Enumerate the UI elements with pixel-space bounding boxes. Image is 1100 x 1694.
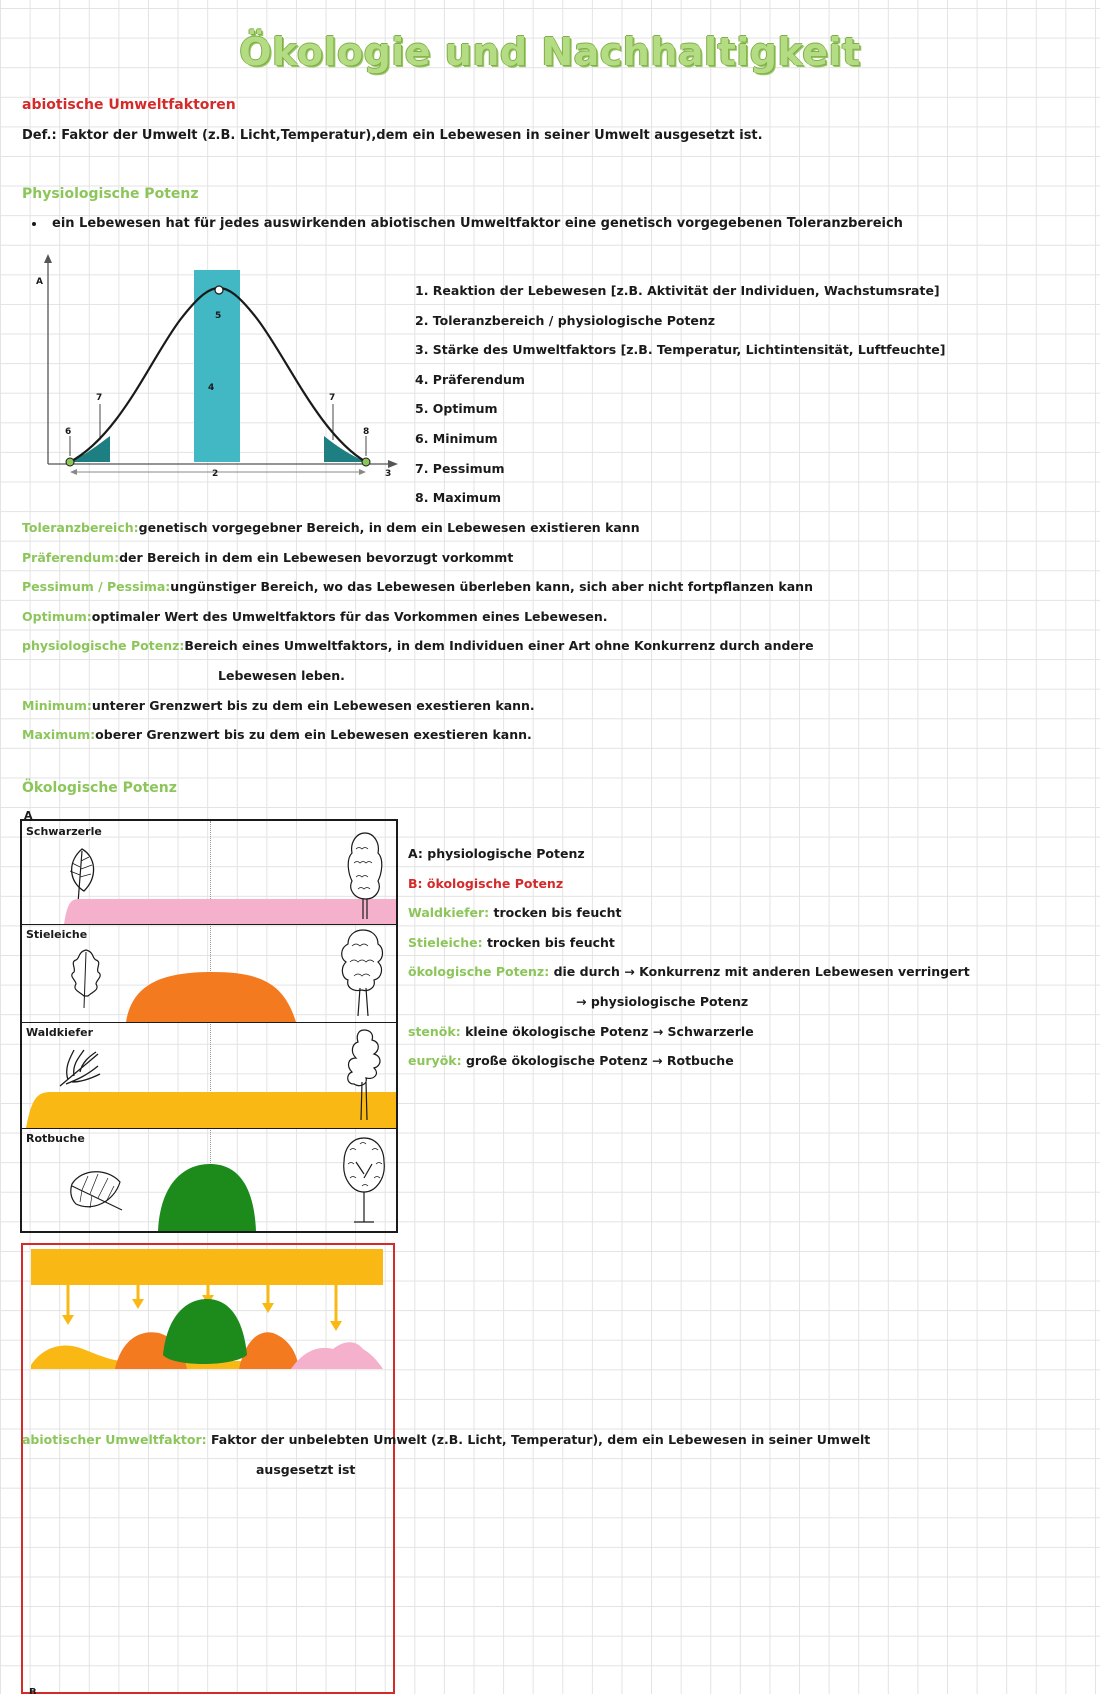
- definition-row: [22, 720, 814, 750]
- panel-b-label: B: [29, 1687, 37, 1694]
- chart-label-right-pessimum: 7: [329, 393, 336, 403]
- definition-row: [22, 513, 814, 543]
- note-term: B:: [408, 875, 423, 891]
- footer-text-continued: ausgesetzt ist: [256, 1462, 356, 1477]
- species-row-stieleiche: [22, 924, 396, 1023]
- note-text: → physiologische Potenz: [576, 993, 749, 1009]
- note-term: A:: [408, 846, 423, 861]
- definition-row: [22, 602, 814, 632]
- chart-label-peak: 5: [215, 311, 222, 321]
- potenz-curve-schwarzerle: [22, 891, 396, 924]
- rotbuche-eco-curve: [163, 1299, 247, 1364]
- note-row: [408, 957, 970, 987]
- definition-text: optimaler Wert des Umweltfaktors für das Vorkommen eines Lebewesen.: [91, 608, 608, 624]
- definition-text: unterer Grenzwert bis zu dem ein Lebewesen exestieren kann.: [91, 697, 535, 713]
- species-label: Schwarzerle: [26, 825, 102, 838]
- definition-term: Maximum:: [22, 727, 96, 743]
- definition-text: genetisch vorgegebner Bereich, in dem ein Lebewesen existieren kann: [138, 520, 640, 535]
- note-row: [408, 987, 970, 1017]
- legend-item: 3. Stärke des Umweltfaktors [z.B. Temperatur, Lichtintensität, Luftfeuchte]: [415, 342, 946, 358]
- legend-item: 5. Optimum: [415, 401, 498, 417]
- chart-label-left-pessimum: 7: [96, 393, 103, 403]
- species-label: Waldkiefer: [26, 1026, 94, 1039]
- y-axis-arrow: [44, 254, 52, 263]
- chart-label-y: A: [36, 277, 43, 287]
- panel-a-physiological: [20, 819, 398, 1233]
- stieleiche-eco-right: [239, 1332, 299, 1369]
- tolerance-arrow-left: [70, 469, 77, 475]
- page-title: Ökologie und Nachhaltigkeit: [239, 30, 861, 74]
- definition-term: Präferendum:: [22, 549, 120, 565]
- section-heading-physiological: Physiologische Potenz: [22, 186, 199, 202]
- panel-a-label: A: [24, 809, 33, 822]
- tolerance-bullet-text: ein Lebewesen hat für jedes auswirkenden abiotischen Umweltfaktor eine genetisch vorgegebenen Toleranzbereich: [52, 216, 903, 231]
- definition-row: [22, 572, 814, 602]
- legend-item: 2. Toleranzbereich / physiologische Potenz: [415, 312, 716, 328]
- species-label: Rotbuche: [26, 1132, 85, 1145]
- note-term: stenök:: [408, 1023, 461, 1039]
- note-row: [408, 869, 970, 899]
- x-axis-arrow: [388, 460, 398, 468]
- definition-row: [22, 661, 814, 691]
- note-term: ökologische Potenz:: [408, 964, 550, 980]
- ecological-notes: [408, 839, 970, 1076]
- species-label: Stieleiche: [26, 928, 88, 941]
- tolerance-arrow-right: [359, 469, 366, 475]
- legend-item: 7. Pessimum: [415, 460, 505, 476]
- chart-label-minimum: 6: [65, 427, 72, 437]
- definition-text: der Bereich in dem ein Lebewesen bevorzugt vorkommt: [119, 549, 514, 565]
- note-term: euryök:: [408, 1053, 462, 1069]
- tree-icon: [344, 829, 386, 921]
- footer-definition: [22, 1432, 870, 1447]
- note-row: [408, 898, 970, 928]
- note-term: Waldkiefer:: [408, 905, 490, 921]
- bullet-dot: [32, 222, 36, 226]
- chart-label-maximum: 8: [363, 427, 370, 437]
- note-text: trocken bis feucht: [486, 934, 615, 950]
- definition-term: Toleranzbereich:: [22, 520, 139, 535]
- chart-label-band: 4: [208, 383, 215, 393]
- section-heading-ecological: Ökologische Potenz: [22, 780, 177, 796]
- note-text: ökologische Potenz: [426, 875, 564, 891]
- potenz-curve-waldkiefer: [22, 1076, 396, 1128]
- definition-text: oberer Grenzwert bis zu dem ein Lebewesen exestieren kann.: [95, 727, 532, 743]
- maximum-marker: [362, 458, 370, 466]
- note-text: große ökologische Potenz → Rotbuche: [465, 1053, 734, 1069]
- note-term: Stieleiche:: [408, 934, 483, 950]
- footer-term: abiotischer Umweltfaktor:: [22, 1432, 207, 1447]
- species-row-rotbuche: [22, 1128, 396, 1231]
- legend-item: 4. Präferendum: [415, 371, 525, 387]
- section-heading-abiotic: abiotische Umweltfaktoren: [22, 97, 236, 113]
- legend-item: 1. Reaktion der Lebewesen [z.B. Aktivität der Individuen, Wachstumsrate]: [415, 283, 940, 298]
- abiotic-definition: Def.: Faktor der Umwelt (z.B. Licht,Temperatur),dem ein Lebewesen in seiner Umwelt ausgesetzt ist.: [22, 128, 763, 143]
- tree-icon: [342, 1026, 386, 1122]
- definition-term: Pessimum / Pessima:: [22, 579, 171, 595]
- chart-label-x: 3: [385, 469, 392, 479]
- minimum-marker: [66, 458, 74, 466]
- note-row: [408, 928, 970, 958]
- definition-row: [22, 631, 814, 661]
- tree-icon: [340, 926, 386, 1018]
- definition-text: ungünstiger Bereich, wo das Lebewesen überleben kann, sich aber nicht fortpflanzen kann: [170, 579, 813, 595]
- note-row: [408, 1017, 970, 1047]
- definition-term: physiologische Potenz:: [22, 638, 185, 654]
- schwarzerle-eco-curve: [291, 1342, 383, 1369]
- note-text: physiologische Potenz: [427, 846, 585, 861]
- note-text: die durch → Konkurrenz mit anderen Lebewesen verringert: [553, 964, 970, 980]
- tolerance-curve-diagram: [30, 250, 410, 480]
- note-row: [408, 1046, 970, 1076]
- note-text: trocken bis feucht: [493, 905, 622, 921]
- definition-text: Lebewesen leben.: [218, 667, 345, 683]
- note-row: [408, 839, 970, 869]
- definition-row: [22, 691, 814, 721]
- tree-icon: [340, 1134, 388, 1224]
- definition-term: Minimum:: [22, 697, 92, 713]
- definition-row: [22, 543, 814, 573]
- legend-item: 8. Maximum: [415, 490, 501, 506]
- preferendum-band: [194, 270, 240, 462]
- species-row-schwarzerle: [22, 821, 396, 925]
- legend-item: 6. Minimum: [415, 430, 498, 446]
- footer-text: Faktor der unbelebten Umwelt (z.B. Licht, Temperatur), dem ein Lebewesen in seiner Umwelt: [211, 1432, 871, 1447]
- note-text: kleine ökologische Potenz → Schwarzerle: [465, 1023, 754, 1039]
- competition-bar: [31, 1249, 383, 1285]
- definition-term: Optimum:: [22, 608, 92, 624]
- chart-label-base: 2: [212, 469, 219, 479]
- optimum-marker: [215, 286, 223, 294]
- curve-legend: [415, 276, 945, 513]
- definition-text: Bereich eines Umweltfaktors, in dem Individuen einer Art ohne Konkurrenz durch andere: [184, 638, 814, 654]
- species-row-waldkiefer: [22, 1022, 396, 1129]
- definitions-list: [22, 513, 814, 750]
